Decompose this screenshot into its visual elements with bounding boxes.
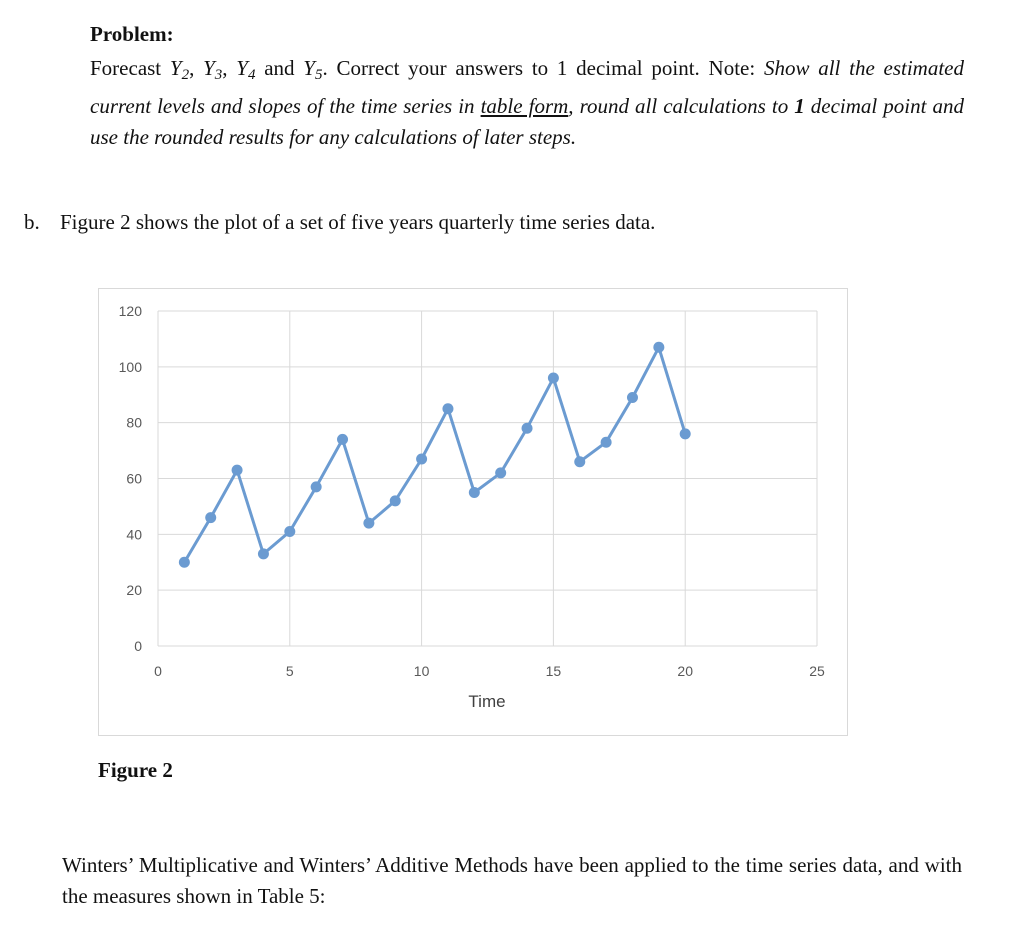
- y-tick-label: 40: [126, 526, 142, 543]
- data-point: [680, 428, 691, 439]
- data-point: [363, 518, 374, 529]
- figure-2-chart: [98, 288, 848, 736]
- forecast-prefix: Forecast: [90, 56, 170, 80]
- y4: [236, 56, 256, 83]
- data-point: [574, 456, 585, 467]
- problem-title: Problem:: [90, 22, 174, 46]
- data-point: [627, 392, 638, 403]
- note-part-2: , round all calculations to: [568, 94, 795, 118]
- series-line: [184, 347, 685, 562]
- data-point: [390, 495, 401, 506]
- data-point: [653, 342, 664, 353]
- data-point: [337, 434, 348, 445]
- data-point: [469, 487, 480, 498]
- data-point: [284, 526, 295, 537]
- y-tick-labels: [119, 303, 143, 654]
- subscript-2: 2: [181, 67, 190, 83]
- data-point: [442, 403, 453, 414]
- note-bold-1: 1: [794, 94, 805, 118]
- y-letter: Y: [236, 56, 248, 80]
- note-table-form: table form: [480, 94, 569, 118]
- y-tick-label: 20: [126, 582, 142, 599]
- y-tick-label: 120: [118, 303, 142, 319]
- data-point: [495, 467, 506, 478]
- separator: ,: [222, 56, 237, 80]
- data-point: [416, 453, 427, 464]
- y-letter: Y: [303, 56, 315, 80]
- x-tick-labels: [154, 663, 825, 679]
- x-tick-label: 10: [413, 663, 430, 679]
- y3: [203, 56, 223, 83]
- data-point: [179, 557, 190, 568]
- data-point: [311, 481, 322, 492]
- note-part-3: decimal point and use the rounded results for any calculations of later steps.: [90, 94, 964, 149]
- y2: [169, 56, 190, 83]
- y-tick-label: 100: [118, 358, 142, 375]
- correct-text: . Correct your answers to 1 decimal point. Note:: [322, 56, 764, 80]
- data-point: [258, 548, 269, 559]
- subscript-4: 4: [247, 67, 256, 83]
- y5: [303, 56, 323, 83]
- x-tick-label: 20: [677, 663, 693, 679]
- data-point: [548, 373, 559, 384]
- x-axis-title: Time: [468, 692, 506, 711]
- part-b-text: Figure 2 shows the plot of a set of five years quarterly time series data.: [60, 210, 656, 234]
- chart-grid: [158, 311, 817, 646]
- x-tick-label: 15: [545, 663, 562, 679]
- winters-text: Winters’ Multiplicative and Winters’ Additive Methods have been applied to the time series data, and with the measures shown in Table 5:: [62, 853, 962, 908]
- data-point: [601, 437, 612, 448]
- problem-section: [90, 22, 964, 153]
- x-tick-label: 0: [154, 663, 162, 679]
- chart-svg: [99, 289, 849, 737]
- and-word: and: [255, 56, 304, 80]
- figure-caption: Figure 2: [98, 758, 173, 782]
- y-tick-label: 0: [134, 638, 142, 654]
- y-letter: Y: [203, 56, 215, 80]
- x-tick-label: 25: [809, 663, 825, 679]
- data-point: [522, 423, 533, 434]
- data-point: [205, 512, 216, 523]
- problem-text: [90, 53, 964, 153]
- separator: ,: [189, 56, 204, 80]
- data-point: [232, 465, 243, 476]
- subscript-5: 5: [314, 67, 323, 83]
- y-tick-label: 60: [126, 470, 142, 487]
- subscript-3: 3: [214, 67, 223, 83]
- y-letter: Y: [169, 56, 182, 80]
- part-b-letter: b.: [24, 210, 40, 234]
- x-tick-label: 5: [285, 663, 294, 679]
- y-tick-label: 80: [126, 414, 142, 431]
- note-part-1: Show all the estimated current levels and slopes of the time series in: [90, 56, 964, 118]
- part-b: [24, 210, 655, 235]
